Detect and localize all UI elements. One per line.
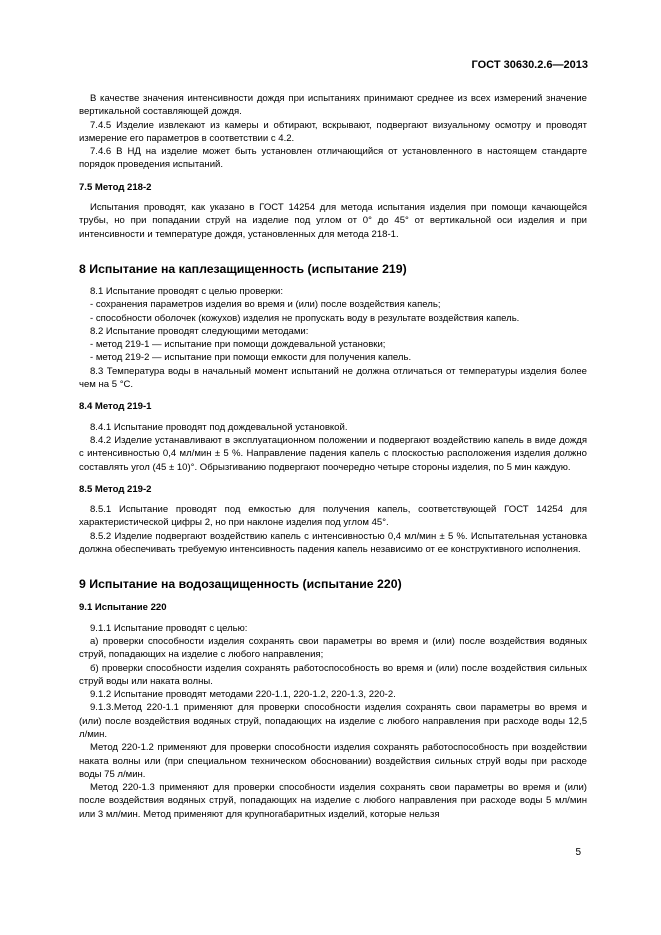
list-item: б) проверки способности изделия сохранять работоспособность во время и (или) после воздействия сильных струй воды или наката волны. [79, 662, 587, 687]
paragraph: 8.4.2 Изделие устанавливают в эксплуатационном положении и подвергают воздействию капель в виде дождя с интенсивностью 0,4 мл/мин ± 5 %. Направление падения капель с плоскостью расположения изделия должно составлять угол (45 ± 10)°. Обрызгиванию подвергают поочередно четыре стороны изделия, по 5 мин каждую. [79, 434, 587, 473]
paragraph: Метод 220-1.2 применяют для проверки способности изделия сохранять работоспособность при воздействии наката волны или (при специальном техническом обосновании) воздействия сильных струй воды при расходе воды 75 л/мин. [79, 742, 587, 780]
list-item: - метод 219-2 — испытание при помощи емкости для получения капель. [90, 352, 412, 364]
section-heading-9: 9 Испытание на водозащищенность (испытание 220) [79, 577, 402, 592]
paragraph: Испытания проводят, как указано в ГОСТ 14254 для метода испытания изделия при помощи качающейся трубы, но при попадании струй на изделие под углом от 0° до 45° от вертикальной оси изделия и при интенсивности и температуре дождя, установленных для метода 218-1. [79, 202, 587, 240]
paragraph: 8.5.1 Испытание проводят под емкостью для получения капель, соответствующей ГОСТ 14254 для характеристической цифры 2, но при наклоне изделия под углом 45°. [79, 504, 587, 529]
paragraph: Метод 220-1.3 применяют для проверки способности изделия сохранять свои параметры во время и (или) после воздействия водяных струй, попадающих на изделие с любого направления при расходе воды 5 мл/мин или 3 мл/мин. Метод применяют для крупногабаритных изделий, которые нельзя [79, 782, 587, 820]
section-heading-8-4: 8.4 Метод 219-1 [79, 401, 152, 413]
page-header-standard: ГОСТ 30630.2.6—2013 [471, 59, 588, 71]
section-heading-7-5: 7.5 Метод 218-2 [79, 181, 152, 193]
paragraph: 8.5.2 Изделие подвергают воздействию капель с интенсивностью 0,4 мл/мин ± 5 %. Испытательная установка должна обеспечивать требуемую интенсивность падения капель независимо от ее конструктивного исполнения. [79, 530, 587, 556]
list-item: а) проверки способности изделия сохранять свои параметры во время и (или) после воздействия водяных струй, попадающих на изделие с любого направления; [79, 635, 587, 661]
paragraph: 7.4.6 В НД на изделие может быть установлен отличающийся от установленного в настоящем стандарте порядок проведения испытаний. [79, 146, 587, 171]
paragraph: В качестве значения интенсивности дождя при испытаниях принимают среднее из всех измерений значение вертикальной составляющей дождя. [79, 93, 587, 118]
section-heading-9-1: 9.1 Испытание 220 [79, 602, 167, 614]
paragraph: 7.4.5 Изделие извлекают из камеры и обтирают, вскрывают, подвергают визуальному осмотру и проводят измерение его параметров в соответствии с 4.2. [79, 119, 587, 144]
paragraph: 8.1 Испытание проводят с целью проверки: [90, 285, 284, 297]
paragraph: 9.1.3.Метод 220-1.1 применяют для проверки способности изделия сохранять свои параметры во время и (или) после воздействия водяных струй, попадающих на изделие с любого направления при расходе воды 12,5 л/мин. [79, 702, 587, 740]
list-item: - метод 219-1 — испытание при помощи дождевальной установки; [90, 339, 386, 351]
section-heading-8-5: 8.5 Метод 219-2 [79, 483, 152, 495]
paragraph: 9.1.2 Испытание проводят методами 220-1.1, 220-1.2, 220-1.3, 220-2. [90, 689, 396, 701]
page-number: 5 [575, 847, 581, 858]
paragraph: 8.3 Температура воды в начальный момент испытаний не должна отличаться от температуры изделия более чем на 5 °С. [79, 365, 587, 391]
list-item: - сохранения параметров изделия во время и (или) после воздействия капель; [90, 299, 441, 311]
document-body [79, 92, 587, 821]
list-item: - способности оболочек (кожухов) изделия не пропускать воду в результате воздействия капель. [90, 312, 520, 324]
section-heading-8: 8 Испытание на каплезащищенность (испытание 219) [79, 261, 407, 276]
paragraph: 8.2 Испытание проводят следующими методами: [90, 325, 309, 337]
paragraph: 9.1.1 Испытание проводят с целью: [90, 622, 248, 634]
paragraph: 8.4.1 Испытание проводят под дождевальной установкой. [90, 421, 348, 433]
